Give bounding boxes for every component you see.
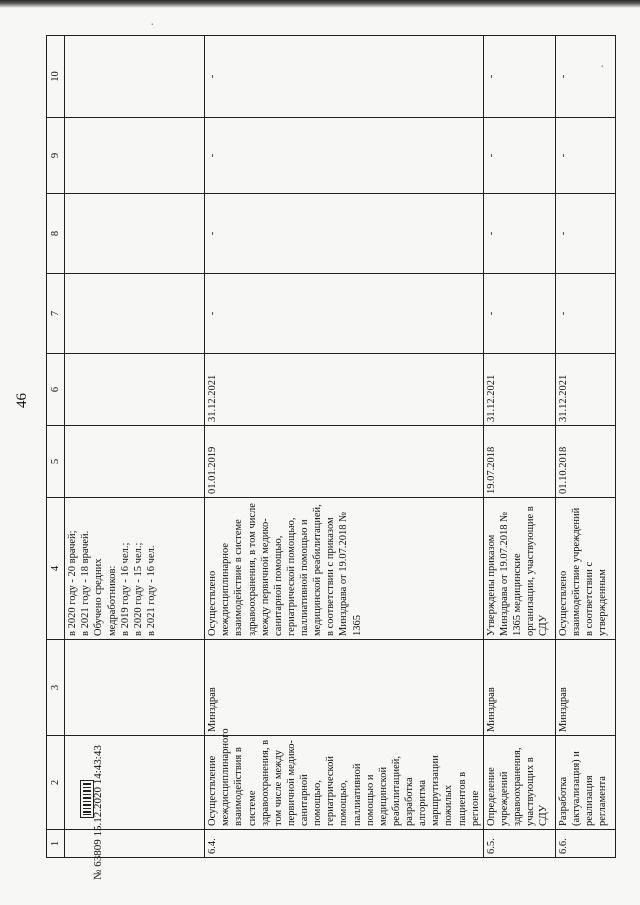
cell-measure: Разработка (актуализация) и реализация регламента xyxy=(555,736,615,830)
cell-executor xyxy=(65,640,205,736)
header-cell: 9 xyxy=(47,118,65,194)
cell-end: 31.12.2021 xyxy=(205,354,484,426)
header-cell: 1 xyxy=(47,830,65,858)
header-cell: 3 xyxy=(47,640,65,736)
cell-col8: - xyxy=(555,194,615,274)
table-header-row xyxy=(47,36,65,858)
cell-col9: - xyxy=(483,118,555,194)
header-cell: 8 xyxy=(47,194,65,274)
cell-end: 31.12.2021 xyxy=(483,354,555,426)
scan-top-edge xyxy=(0,0,640,8)
cell-num: 6.6. xyxy=(555,830,615,858)
cell-col7 xyxy=(65,274,205,354)
cell-executor: Минздрав xyxy=(205,640,484,736)
cell-measure: Определение учреждений здравоохранения, участвующих в СДУ xyxy=(483,736,555,830)
header-cell: 5 xyxy=(47,426,65,498)
header-cell: 7 xyxy=(47,274,65,354)
cell-col9: - xyxy=(555,118,615,194)
scan-speck: · xyxy=(600,60,605,75)
cell-num: 6.5. xyxy=(483,830,555,858)
scan-speck: · xyxy=(150,18,155,33)
cell-num xyxy=(65,830,205,858)
cell-col10 xyxy=(65,36,205,118)
cell-col10: - xyxy=(205,36,484,118)
cell-executor: Минздрав xyxy=(555,640,615,736)
cell-start: 01.10.2018 xyxy=(555,426,615,498)
cell-end: 31.12.2021 xyxy=(555,354,615,426)
table-row xyxy=(205,36,484,858)
cell-result: в 2020 году - 20 врачей; в 2021 году - 18 врачей. Обучено средних медработников: в 2019 году - 16 чел.; в 2020 году - 15 чел.; в 2021 году - 16 чел. xyxy=(65,498,205,640)
cell-end xyxy=(65,354,205,426)
rotated-table-frame xyxy=(46,36,634,858)
cell-col9 xyxy=(65,118,205,194)
cell-col9: - xyxy=(205,118,484,194)
registration-footer: № 63809 15.12.2020 14:43:43 xyxy=(92,745,104,880)
header-cell: 6 xyxy=(47,354,65,426)
cell-start: 01.01.2019 xyxy=(205,426,484,498)
cell-num: 6.4. xyxy=(205,830,484,858)
cell-start: 19.07.2018 xyxy=(483,426,555,498)
cell-col7: - xyxy=(483,274,555,354)
cell-col8 xyxy=(65,194,205,274)
cell-col7: - xyxy=(205,274,484,354)
cell-col8: - xyxy=(205,194,484,274)
cell-col8: - xyxy=(483,194,555,274)
measures-table xyxy=(46,35,616,858)
cell-col7: - xyxy=(555,274,615,354)
cell-result: Утверждены приказом Минздрава от 19.07.2018 № 1365 медицинские организации, участвующие в СДУ xyxy=(483,498,555,640)
table-row xyxy=(555,36,615,858)
cell-result: Осуществлено междисциплинарное взаимодействие в системе здравоохранения, в том числе между первичной медико-санитарной помощью, гериатрической помощью, паллиативной помощью и медицинской реабилитацией, в соответствии с приказом Минздрава от 19.07.2018 № 1365 xyxy=(205,498,484,640)
header-cell: 2 xyxy=(47,736,65,830)
cell-result: Осуществлено взаимодействие учреждений в соответствии с утвержденным xyxy=(555,498,615,640)
cell-col10: - xyxy=(555,36,615,118)
cell-start xyxy=(65,426,205,498)
header-cell: 10 xyxy=(47,36,65,118)
table-row xyxy=(483,36,555,858)
table-row xyxy=(65,36,205,858)
page-number: 46 xyxy=(14,393,30,408)
cell-measure: Осуществление междисциплинарного взаимодействия в системе здравоохранения, в том числе между первичной медико-санитарной помощью, гериатрической помощью, паллиативной помощью и медицинской реабилитацией, разработка алгоритма маршрутизации пожилых пациентов в регионе xyxy=(205,736,484,830)
cell-executor: Минздрав xyxy=(483,640,555,736)
cell-col10: - xyxy=(483,36,555,118)
header-cell: 4 xyxy=(47,498,65,640)
